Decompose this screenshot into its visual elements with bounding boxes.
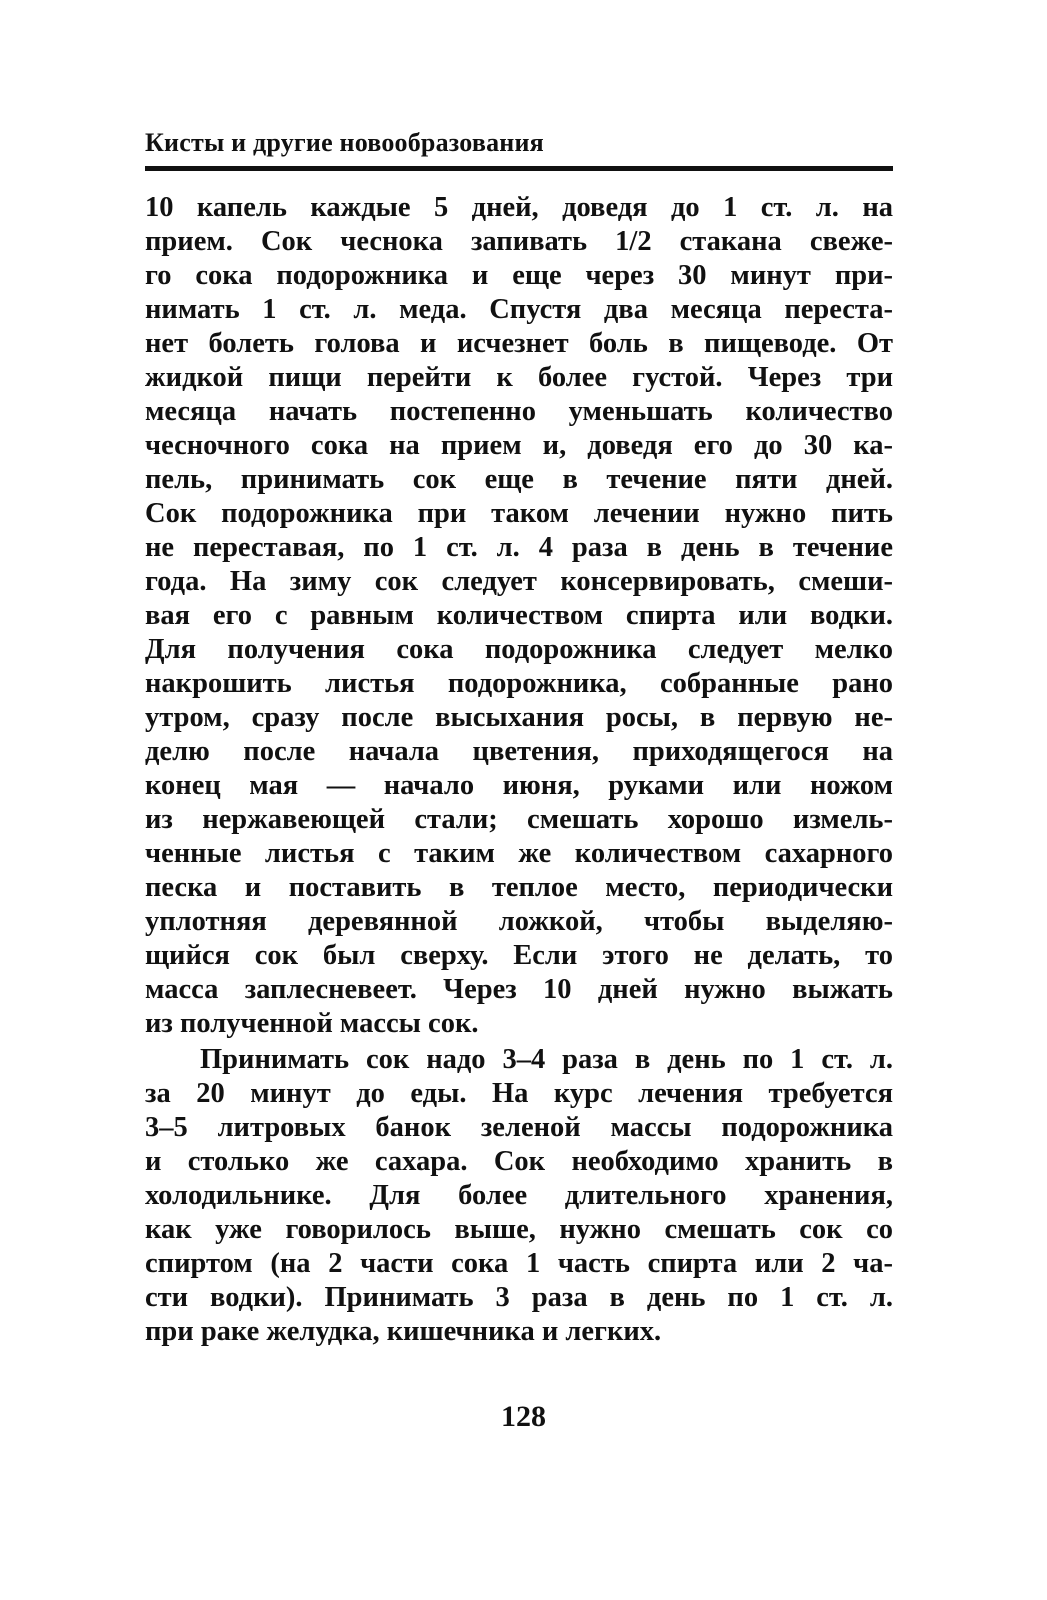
text-line: накрошить листья подорожника, собранные рано <box>145 668 893 699</box>
page-number: 128 <box>501 1400 546 1433</box>
running-title: Кисты и другие новообразования <box>145 128 544 157</box>
text-line: утром, сразу после высыхания росы, в первую не- <box>145 702 893 733</box>
text-line: ченные листья с таким же количеством сахарного <box>145 838 893 869</box>
text-line: уплотняя деревянной ложкой, чтобы выделяю- <box>145 906 893 937</box>
text-line: жидкой пищи перейти к более густой. Через три <box>145 362 893 393</box>
text-line: не переставая, по 1 ст. л. 4 раза в день в течение <box>145 532 893 563</box>
text-line: масса заплесневеет. Через 10 дней нужно выжать <box>145 974 893 1005</box>
text-line: конец мая — начало июня, руками или ножом <box>145 770 893 801</box>
text-line: нет болеть голова и исчезнет боль в пищеводе. От <box>145 328 893 359</box>
text-line: чесночного сока на прием и, доведя его до 30 ка- <box>145 430 893 461</box>
text-line: нимать 1 ст. л. меда. Спустя два месяца переста- <box>145 294 893 325</box>
text-line: делю после начала цветения, приходящегося на <box>145 736 893 767</box>
text-line: 10 капель каждые 5 дней, доведя до 1 ст. л. на <box>145 192 893 223</box>
text-line: пель, принимать сок еще в течение пяти дней. <box>145 464 893 495</box>
text-line: Для получения сока подорожника следует мелко <box>145 634 893 665</box>
text-line: из полученной массы сок. <box>145 1008 479 1039</box>
text-line: прием. Сок чеснока запивать 1/2 стакана свеже- <box>145 226 893 257</box>
text-line: песка и поставить в теплое место, периодически <box>145 872 893 903</box>
text-line: щийся сок был сверху. Если этого не делать, то <box>145 940 893 971</box>
text-line: го сока подорожника и еще через 30 минут при- <box>145 260 893 291</box>
header-rule <box>145 166 893 171</box>
text-line: 3–5 литровых банок зеленой массы подорожника <box>145 1112 893 1143</box>
text-line: Сок подорожника при таком лечении нужно пить <box>145 498 893 529</box>
text-line: спиртом (на 2 части сока 1 часть спирта или 2 ча- <box>145 1248 893 1279</box>
text-line: сти водки). Принимать 3 раза в день по 1 ст. л. <box>145 1282 893 1313</box>
text-line: из нержавеющей стали; смешать хорошо измель- <box>145 804 893 835</box>
text-line: холодильнике. Для более длительного хранения, <box>145 1180 893 1211</box>
text-line: и столько же сахара. Сок необходимо хранить в <box>145 1146 893 1177</box>
text-line: вая его с равным количеством спирта или водки. <box>145 600 893 631</box>
text-line: за 20 минут до еды. На курс лечения требуется <box>145 1078 893 1109</box>
text-line: при раке желудка, кишечника и легких. <box>145 1316 662 1347</box>
text-line: месяца начать постепенно уменьшать количество <box>145 396 893 427</box>
text-line: Принимать сок надо 3–4 раза в день по 1 ст. л. <box>200 1044 893 1075</box>
text-line: года. На зиму сок следует консервировать, смеши- <box>145 566 893 597</box>
text-line: как уже говорилось выше, нужно смешать сок со <box>145 1214 893 1245</box>
